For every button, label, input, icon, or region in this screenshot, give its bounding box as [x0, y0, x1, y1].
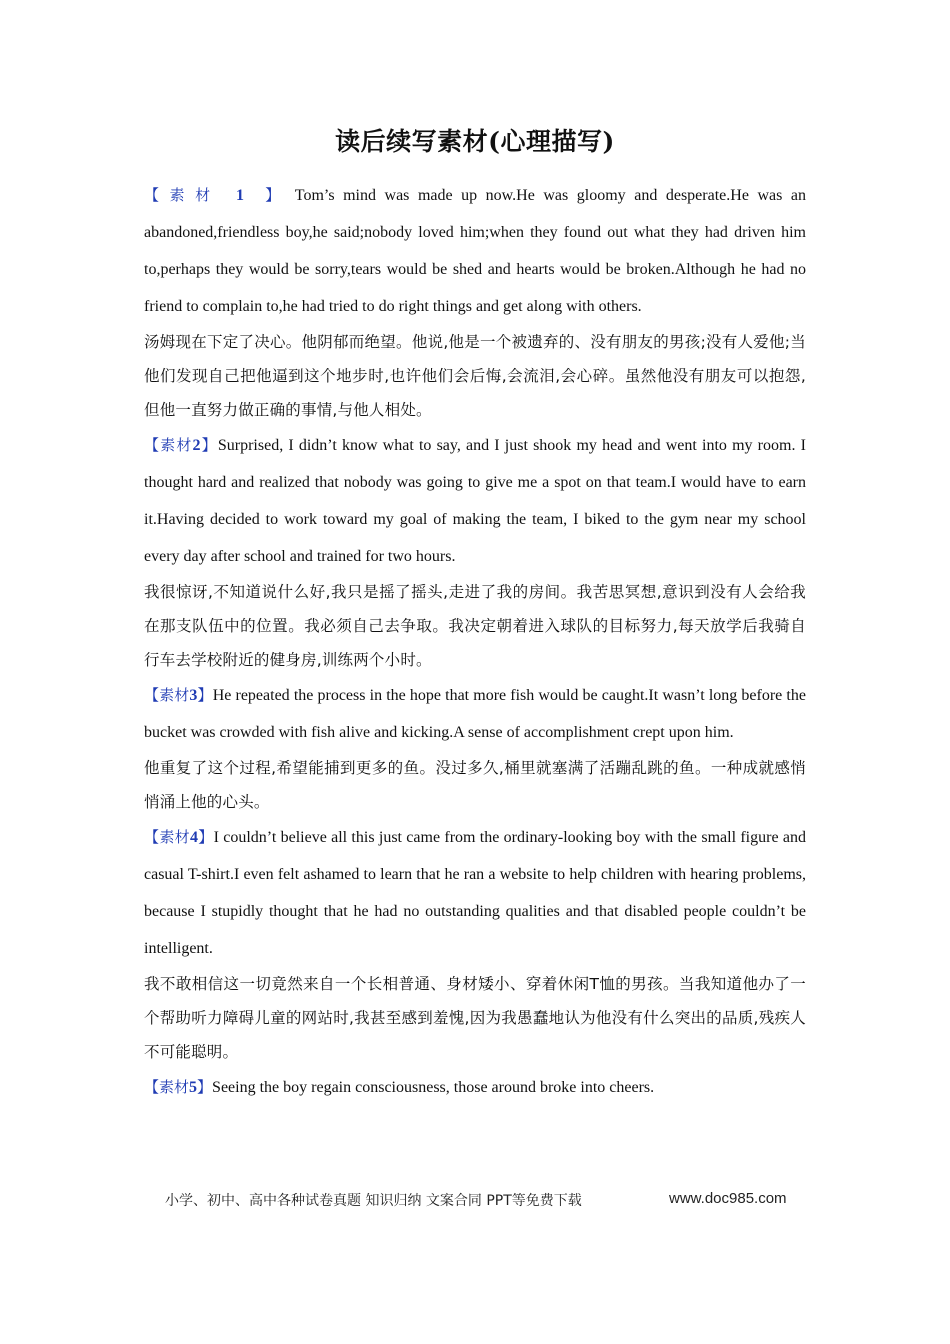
material-1-chinese: 汤姆现在下定了决心。他阴郁而绝望。他说,他是一个被遗弃的、没有朋友的男孩;没有人爱他;当他们发现自己把他逼到这个地步时,也许他们会后悔,会流泪,会心碎。虽然他没有朋友可以抱怨,但他一直努力做正确的事情,与他人相处。 [144, 333, 806, 419]
material-2-english: 【素材2】Surprised, I didn’t know what to say, and I just shook my head and went into my room. I thought hard and realized that nobody was going to give me a spot on that team.I would have to earn it.Having decided to work toward my goal of making the team, I biked to the gym near my school every day after school and trained for two hours. [144, 436, 806, 565]
material-5-label: 【素材5】 [144, 1078, 213, 1096]
page-title: 读后续写素材(心理描写) [335, 127, 615, 156]
material-4-english: 【素材4】I couldn’t believe all this just came from the ordinary-looking boy with the small figure and casual T-shirt.I even felt ashamed to learn that he ran a website to help children with hearing problems, because I stupidly thought that he had no outstanding qualities and that disabled people couldn’t be intelligent. [144, 828, 806, 957]
material-4-chinese: 我不敢相信这一切竟然来自一个长相普通、身材矮小、穿着休闲T恤的男孩。当我知道他办了一个帮助听力障碍儿童的网站时,我甚至感到羞愧,因为我愚蠢地认为他没有什么突出的品质,残疾人不可能聪明。 [144, 975, 806, 1061]
material-1-english: 【素材 1 】 Tom’s mind was made up now.He was gloomy and desperate.He was an abandoned,friendless boy,he said;nobody loved him;when they found out what they had driven him to,perhaps they would be sorry,tears would be shed and hearts would be broken.Although he had no friend to complain to,he had tried to do right things and get along with others. [144, 186, 806, 315]
material-3-label: 【素材3】 [144, 686, 213, 704]
material-2-label: 【素材2】 [144, 436, 218, 454]
material-4-label: 【素材4】 [144, 828, 214, 846]
footer-link[interactable]: www.doc985.com [669, 1190, 787, 1207]
material-2-chinese: 我很惊讶,不知道说什么好,我只是摇了摇头,走进了我的房间。我苦思冥想,意识到没有人会给我在那支队伍中的位置。我必须自己去争取。我决定朝着进入球队的目标努力,每天放学后我骑自行车去学校附近的健身房,训练两个小时。 [144, 583, 806, 669]
material-3-chinese: 他重复了这个过程,希望能捕到更多的鱼。没过多久,桶里就塞满了活蹦乱跳的鱼。一种成就感悄悄涌上他的心头。 [144, 759, 806, 811]
material-5-english: 【素材5】Seeing the boy regain consciousness, those around broke into cheers. [144, 1078, 655, 1096]
material-3-english: 【素材3】He repeated the process in the hope that more fish would be caught.It wasn’t long before the bucket was crowded with fish alive and kicking.A sense of accomplishment crept upon him. [144, 686, 806, 741]
materials-content [144, 177, 806, 1106]
footer-text: 小学、初中、高中各种试卷真题 知识归纳 文案合同 PPT等免费下载 [165, 1193, 582, 1209]
material-1-label: 【素材 1 】 [144, 186, 291, 204]
